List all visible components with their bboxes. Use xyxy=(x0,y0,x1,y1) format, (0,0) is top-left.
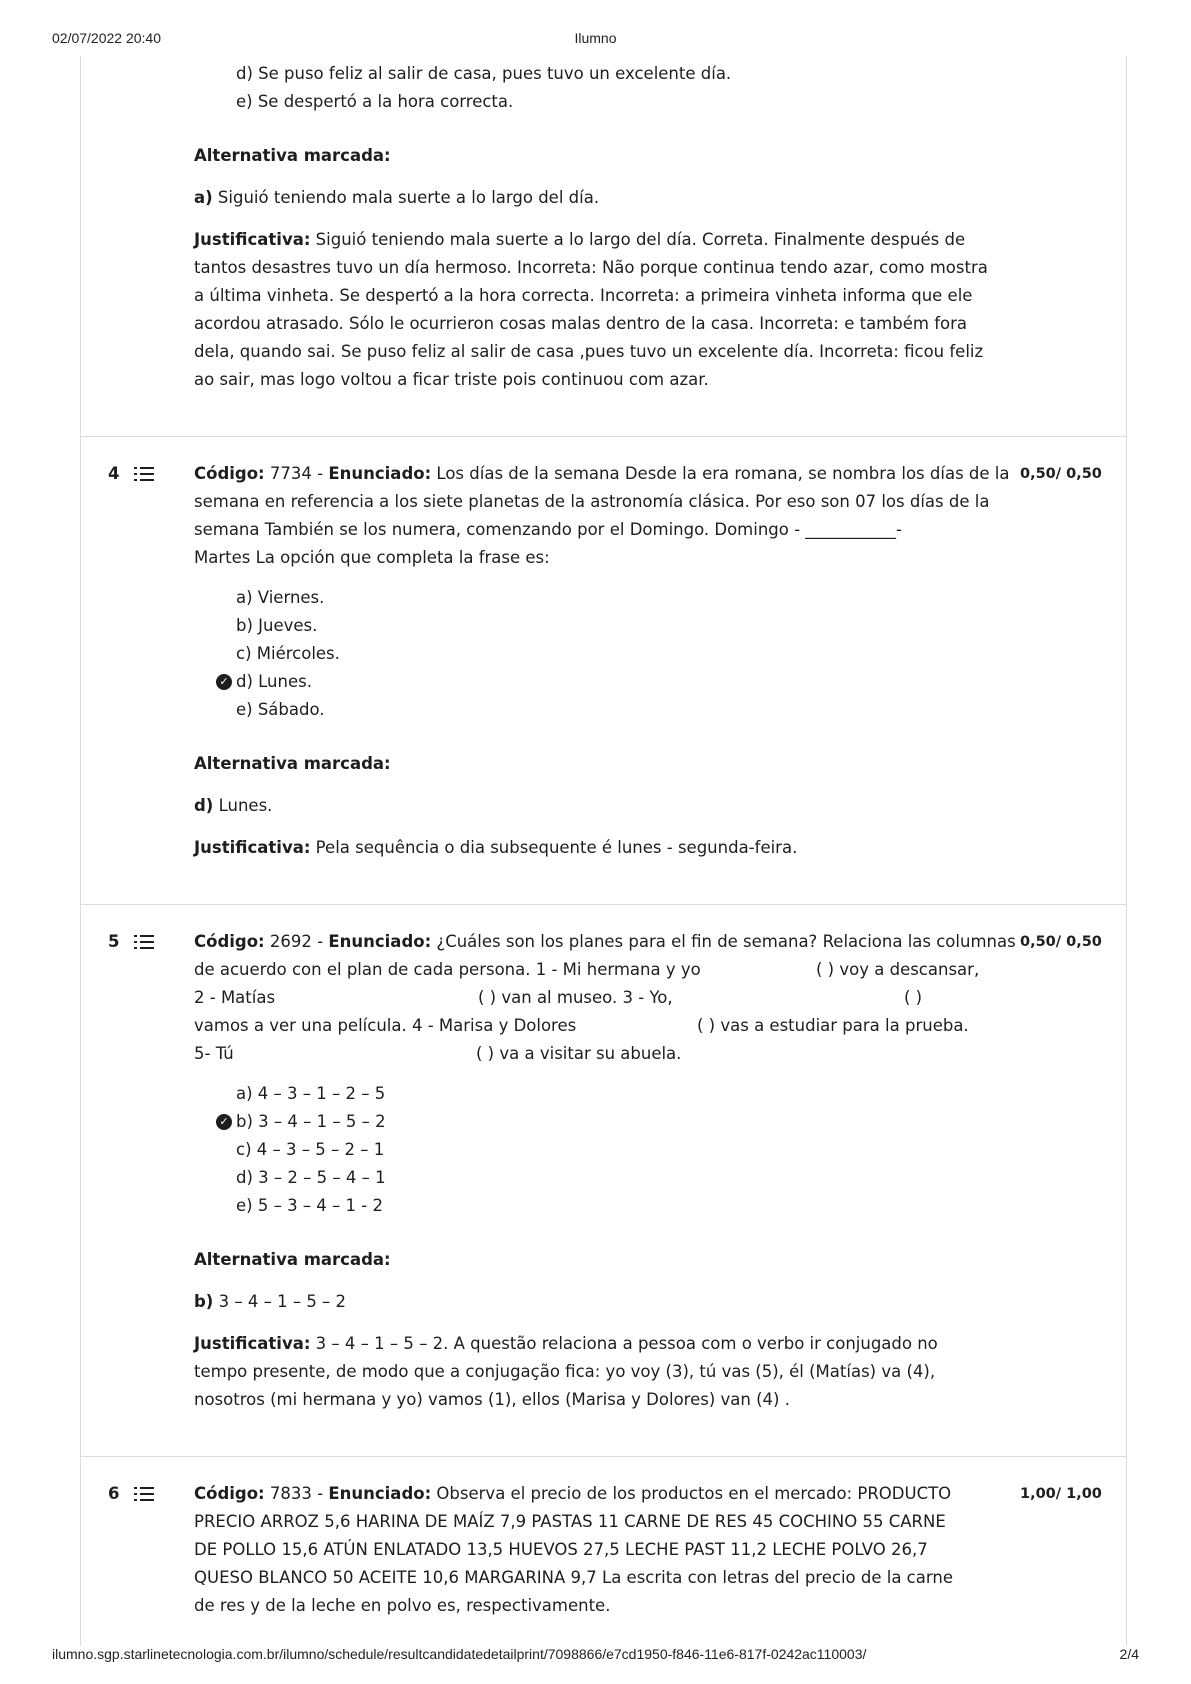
justification-text: Pela sequência o dia subsequente é lunes - segunda-feira. xyxy=(310,838,798,857)
option-b: b) 3 – 4 – 1 – 5 – 2 xyxy=(236,1112,386,1131)
enunciado-label: Enunciado: xyxy=(328,932,432,951)
justification-text: 3 – 4 – 1 – 5 – 2. A questão relaciona a pessoa com o verbo ir conjugado no tempo presente, de modo que a conjugação fica: yo voy (3), tú vas (5), él (Matías) va (4), nosotros (mi hermana y yo) vamos (1), ellos (Marisa y Dolores) van (4) . xyxy=(194,1334,938,1409)
enunciado-line: semana También se los numera, comenzando por el Domingo. Domingo - ___________- xyxy=(194,520,903,539)
marked-answer xyxy=(194,184,994,212)
marked-text: 3 – 4 – 1 – 5 – 2 xyxy=(213,1292,347,1311)
question-score: 0,50/ 0,50 xyxy=(1020,466,1102,482)
enunciado-text: Los días de la semana Desde la era romana, se nombra los días de la xyxy=(431,464,1010,483)
codigo-value: 7833 - xyxy=(264,1484,329,1503)
enunciado-line: ( ) van al museo. 3 - Yo, xyxy=(478,988,673,1007)
enunciado-line: de acuerdo con el plan de cada persona. 1 - Mi hermana y yo xyxy=(194,960,701,979)
enunciado-line: ( ) xyxy=(904,988,923,1007)
codigo-label: Código: xyxy=(194,1484,265,1503)
codigo-value: 7734 - xyxy=(264,464,329,483)
option-e: e) Sábado. xyxy=(236,700,325,719)
question-number: 4 xyxy=(108,464,120,483)
print-timestamp: 02/07/2022 20:40 xyxy=(52,30,161,46)
correct-check-icon: ✓ xyxy=(216,674,232,690)
marked-answer-label: Alternativa marcada: xyxy=(194,146,391,165)
enunciado-line: 2 - Matías xyxy=(194,988,276,1007)
enunciado-line: Martes La opción que completa la frase es: xyxy=(194,548,550,567)
justification xyxy=(194,834,994,862)
option-d: d) Se puso feliz al salir de casa, pues tuvo un excelente día. xyxy=(236,64,732,83)
marked-letter: a) xyxy=(194,188,213,207)
codigo-label: Código: xyxy=(194,464,265,483)
question-score: 1,00/ 1,00 xyxy=(1020,1486,1102,1502)
enunciado-text: ¿Cuáles son los planes para el fin de semana? Relaciona las columnas xyxy=(431,932,1016,951)
option-c: c) 4 – 3 – 5 – 2 – 1 xyxy=(236,1140,385,1159)
justification-text: Siguió teniendo mala suerte a lo largo del día. Correta. Finalmente después de tantos desastres tuvo un día hermoso. Incorreta: Não porque continua tendo azar, como mostra a última vinheta. Se despertó a la hora correcta. Incorreta: a primeira vinheta informa que ele acordou atrasado. Sólo le ocurrieron cosas malas dentro de la casa. Incorreta: e também fora dela, quando sai. Se puso feliz al salir de casa ,pues tuvo un excelente día. Incorreta: ficou feliz ao sair, mas logo voltou a ficar triste pois continuou com azar. xyxy=(194,230,988,389)
list-icon[interactable] xyxy=(134,1486,154,1502)
enunciado-line: semana en referencia a los siete planetas de la astronomía clásica. Por eso son 07 los días de la xyxy=(194,492,990,511)
question-divider xyxy=(80,1456,1126,1457)
justification xyxy=(194,226,994,394)
justification-label: Justificativa: xyxy=(194,230,311,249)
marked-text: Lunes. xyxy=(213,796,273,815)
justification xyxy=(194,1330,984,1414)
marked-answer xyxy=(194,792,994,820)
option-e: e) Se despertó a la hora correcta. xyxy=(236,92,514,111)
enunciado-line: ( ) vas a estudiar para la prueba. xyxy=(697,1016,969,1035)
print-header xyxy=(0,30,1191,50)
option-d: d) 3 – 2 – 5 – 4 – 1 xyxy=(236,1168,386,1187)
marked-answer xyxy=(194,1288,994,1316)
question-score: 0,50/ 0,50 xyxy=(1020,934,1102,950)
question-statement xyxy=(194,1480,974,1620)
option-a: a) 4 – 3 – 1 – 2 – 5 xyxy=(236,1084,386,1103)
option-d: d) Lunes. xyxy=(236,672,312,691)
print-site-title: Ilumno xyxy=(574,30,617,46)
justification-label: Justificativa: xyxy=(194,838,311,857)
option-b: b) Jueves. xyxy=(236,616,318,635)
enunciado-line: 5- Tú xyxy=(194,1044,234,1063)
list-icon[interactable] xyxy=(134,466,154,482)
option-a: a) Viernes. xyxy=(236,588,325,607)
enunciado-text: Observa el precio de los productos en el mercado: PRODUCTO PRECIO ARROZ 5,6 HARINA DE MAÍZ 7,9 PASTAS 11 CARNE DE RES 45 COCHINO 55 CARNE DE POLLO 15,6 ATÚN ENLATADO 13,5 HUEVOS 27,5 LECHE PAST 11,2 LECHE POLVO 26,7 QUESO BLANCO 50 ACEITE 10,6 MARGARINA 9,7 La escrita con letras del precio de la carne de res y de la leche en polvo es, respectivamente. xyxy=(194,1484,953,1615)
enunciado-line: ( ) voy a descansar, xyxy=(816,960,980,979)
enunciado-line: ( ) va a visitar su abuela. xyxy=(476,1044,682,1063)
question-number: 5 xyxy=(108,932,120,951)
option-c: c) Miércoles. xyxy=(236,644,340,663)
enunciado-label: Enunciado: xyxy=(328,1484,432,1503)
enunciado-label: Enunciado: xyxy=(328,464,432,483)
correct-check-icon: ✓ xyxy=(216,1114,232,1130)
codigo-label: Código: xyxy=(194,932,265,951)
question-divider xyxy=(80,904,1126,905)
print-url: ilumno.sgp.starlinetecnologia.com.br/ilumno/schedule/resultcandidatedetailprint/7098866/e7cd1950-f846-11e6-817f-0242ac110003/ xyxy=(52,1646,867,1662)
option-e: e) 5 – 3 – 4 – 1 - 2 xyxy=(236,1196,383,1215)
question-divider xyxy=(80,436,1126,437)
enunciado-line: vamos a ver una película. 4 - Marisa y Dolores xyxy=(194,1016,577,1035)
marked-answer-label: Alternativa marcada: xyxy=(194,754,391,773)
justification-label: Justificativa: xyxy=(194,1334,311,1353)
marked-letter: b) xyxy=(194,1292,214,1311)
question-number: 6 xyxy=(108,1484,120,1503)
marked-answer-label: Alternativa marcada: xyxy=(194,1250,391,1269)
codigo-value: 2692 - xyxy=(264,932,329,951)
marked-text: Siguió teniendo mala suerte a lo largo del día. xyxy=(212,188,600,207)
page-number: 2/4 xyxy=(1119,1646,1139,1662)
marked-letter: d) xyxy=(194,796,214,815)
list-icon[interactable] xyxy=(134,934,154,950)
question-statement xyxy=(194,460,1010,488)
question-statement xyxy=(194,928,1016,956)
print-footer xyxy=(0,1646,1191,1666)
